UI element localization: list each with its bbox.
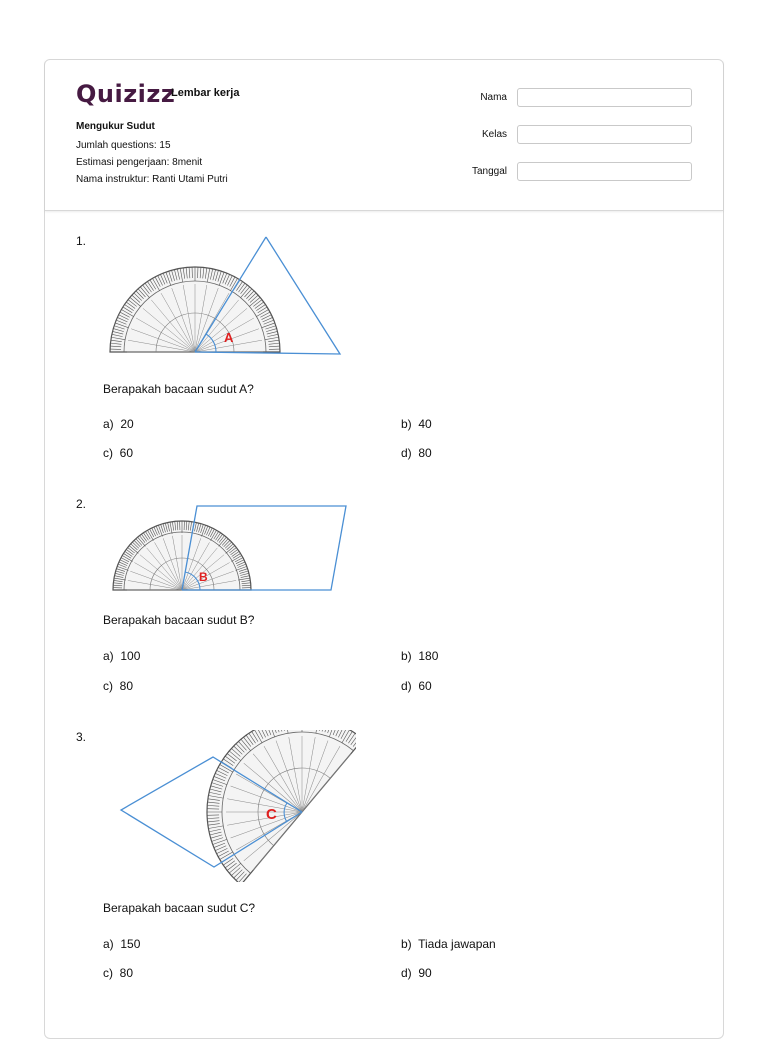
- question-1-option-b[interactable]: b) 40: [401, 417, 432, 431]
- question-2-text: Berapakah bacaan sudut B?: [103, 613, 254, 627]
- worksheet-header: [45, 60, 723, 211]
- question-3-number: 3.: [76, 730, 86, 744]
- angle-label-b: B: [199, 570, 208, 584]
- question-1-number: 1.: [76, 234, 86, 248]
- question-1-option-c[interactable]: c) 60: [103, 446, 133, 460]
- question-3-option-a[interactable]: a) 150: [103, 937, 140, 951]
- angle-label-a: A: [224, 330, 234, 345]
- worksheet-subtitle: Lembar kerja: [171, 87, 239, 99]
- question-3-figure: [116, 730, 356, 882]
- questions-count: Jumlah questions: 15: [76, 140, 171, 151]
- question-1-option-d[interactable]: d) 80: [401, 446, 432, 460]
- name-label: Nama: [480, 92, 507, 103]
- question-2-option-d[interactable]: d) 60: [401, 679, 432, 693]
- question-2-option-a[interactable]: a) 100: [103, 649, 140, 663]
- estimated-time: Estimasi pengerjaan: 8menit: [76, 157, 202, 168]
- question-3-option-c[interactable]: c) 80: [103, 966, 133, 980]
- class-field[interactable]: [517, 125, 692, 144]
- date-label: Tanggal: [472, 166, 507, 177]
- question-1-option-a[interactable]: a) 20: [103, 417, 134, 431]
- worksheet-title: Mengukur Sudut: [76, 121, 155, 132]
- name-field[interactable]: [517, 88, 692, 107]
- question-2-figure: [108, 500, 354, 594]
- question-1-figure: [106, 234, 346, 358]
- angle-label-c: C: [266, 806, 277, 823]
- question-2-option-b[interactable]: b) 180: [401, 649, 438, 663]
- date-field[interactable]: [517, 162, 692, 181]
- question-3-text: Berapakah bacaan sudut C?: [103, 901, 255, 915]
- question-2-number: 2.: [76, 497, 86, 511]
- question-1-text: Berapakah bacaan sudut A?: [103, 382, 254, 396]
- question-2-option-c[interactable]: c) 80: [103, 679, 133, 693]
- question-3-option-d[interactable]: d) 90: [401, 966, 432, 980]
- quizizz-logo: Quizizz: [76, 80, 175, 108]
- class-label: Kelas: [482, 129, 507, 140]
- question-3-option-b[interactable]: b) Tiada jawapan: [401, 937, 496, 951]
- instructor-name: Nama instruktur: Ranti Utami Putri: [76, 174, 228, 185]
